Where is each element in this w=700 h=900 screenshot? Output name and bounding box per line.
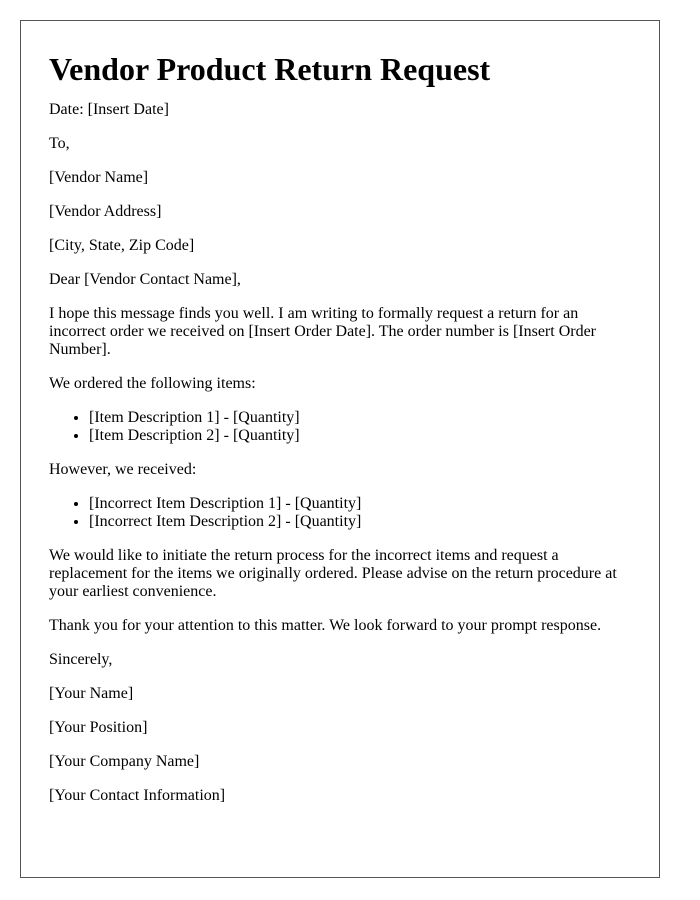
date-line: Date: [Insert Date]	[49, 101, 169, 118]
letter-page	[20, 20, 660, 878]
signer-position: [Your Position]	[49, 719, 148, 736]
list-item: • [Item Description 1] - [Quantity]	[89, 409, 631, 427]
received-items-list	[49, 495, 631, 531]
thanks-paragraph: Thank you for your attention to this matter. We look forward to your prompt response.	[49, 617, 602, 634]
ordered-items-list	[49, 409, 631, 445]
to-line: To,	[49, 135, 70, 152]
signer-name: [Your Name]	[49, 685, 134, 702]
signer-contact: [Your Contact Information]	[49, 787, 226, 804]
vendor-name: [Vendor Name]	[49, 169, 149, 186]
list-item: • [Incorrect Item Description 2] - [Quantity]	[89, 513, 631, 531]
vendor-address: [Vendor Address]	[49, 203, 162, 220]
signer-company: [Your Company Name]	[49, 753, 200, 770]
vendor-city-state-zip: [City, State, Zip Code]	[49, 237, 195, 254]
received-heading: However, we received:	[49, 461, 197, 478]
intro-paragraph: I hope this message finds you well. I am writing to formally request a return for an incorrect order we received on [Insert Order Date]. The order number is [Insert Order Number].	[49, 305, 597, 358]
letter-title: Vendor Product Return Request	[49, 51, 491, 87]
closing: Sincerely,	[49, 651, 113, 668]
ordered-heading: We ordered the following items:	[49, 375, 256, 392]
list-item: • [Incorrect Item Description 1] - [Quantity]	[89, 495, 631, 513]
request-paragraph: We would like to initiate the return process for the incorrect items and request a replacement for the items we originally ordered. Please advise on the return procedure at your earliest convenience.	[49, 547, 617, 600]
list-item: • [Item Description 2] - [Quantity]	[89, 427, 631, 445]
salutation: Dear [Vendor Contact Name],	[49, 271, 241, 288]
